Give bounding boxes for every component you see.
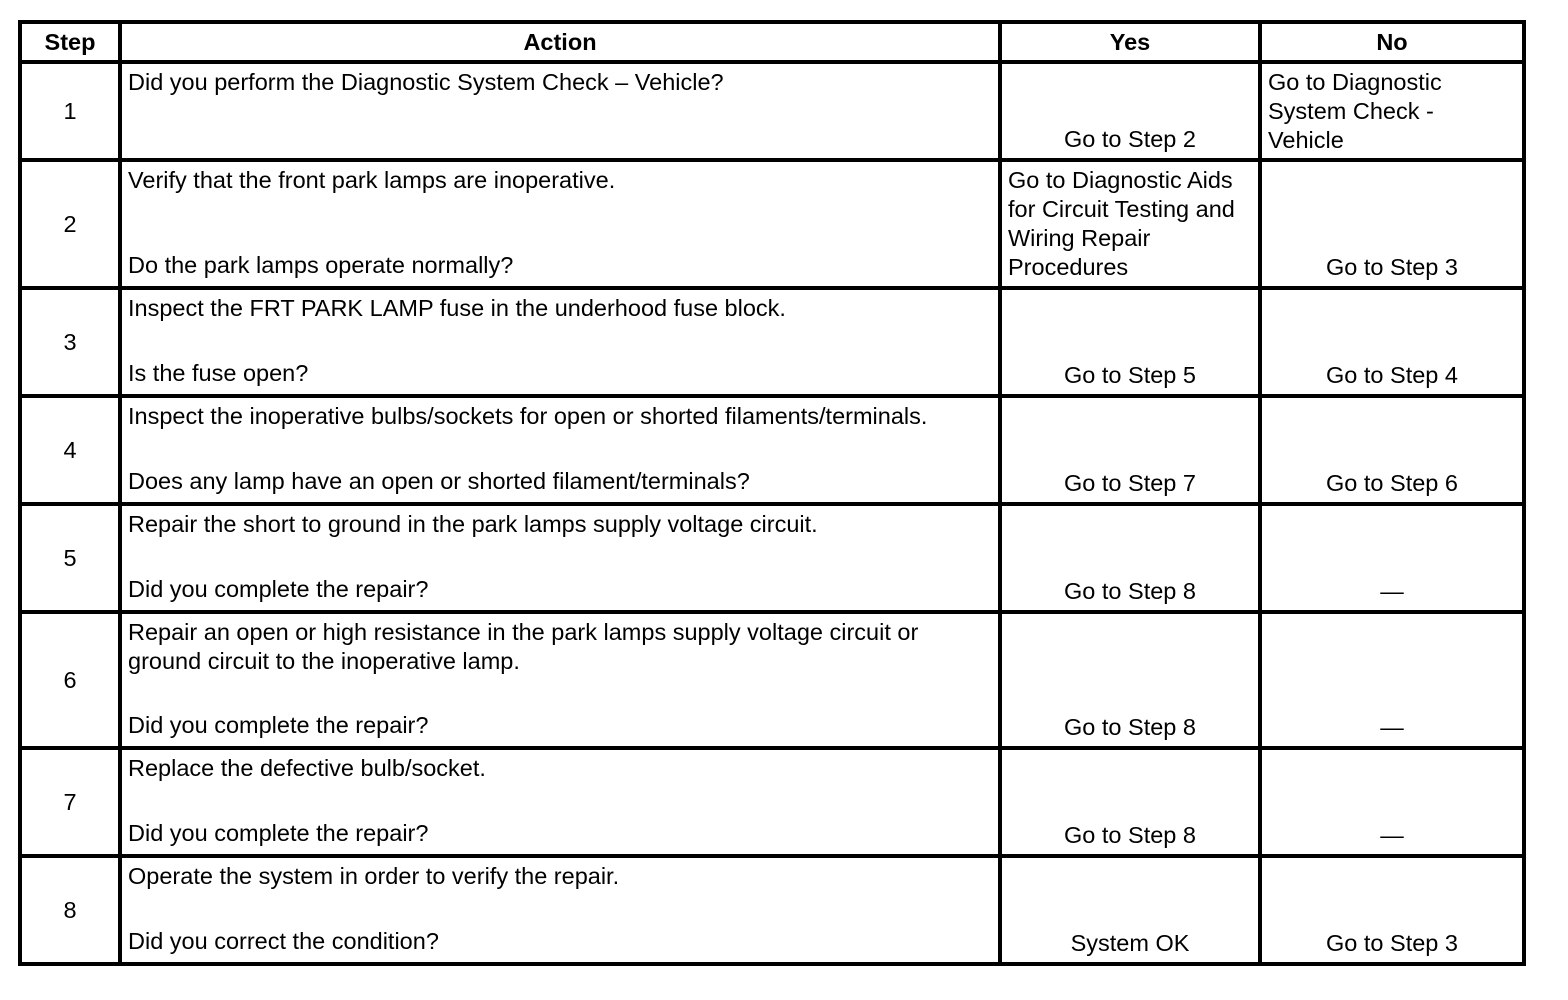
action-instruction: Replace the defective bulb/socket. — [128, 755, 486, 781]
step-number: 3 — [20, 288, 120, 396]
table-row — [20, 62, 1524, 160]
yes-result: System OK — [1000, 856, 1260, 964]
table-row — [20, 748, 1524, 856]
action-instruction: Verify that the front park lamps are inoperative. — [128, 167, 616, 193]
table-row — [20, 396, 1524, 504]
no-result: Go to Step 6 — [1260, 396, 1524, 504]
step-number: 4 — [20, 396, 120, 504]
action-question: Is the fuse open? — [128, 360, 309, 386]
action-cell — [120, 62, 1000, 160]
action-instruction: Operate the system in order to verify the repair. — [128, 863, 620, 889]
action-instruction: Inspect the FRT PARK LAMP fuse in the underhood fuse block. — [128, 295, 786, 321]
action-question: Did you complete the repair? — [128, 820, 429, 846]
table-row — [20, 612, 1524, 748]
header-no: No — [1260, 22, 1524, 62]
header-row — [20, 22, 1524, 62]
action-cell — [120, 396, 1000, 504]
yes-result: Go to Step 8 — [1000, 504, 1260, 612]
action-cell — [120, 504, 1000, 612]
action-instruction: Did you perform the Diagnostic System Check – Vehicle? — [128, 69, 724, 95]
action-cell — [120, 748, 1000, 856]
action-instruction: Repair an open or high resistance in the park lamps supply voltage circuit or ground circuit to the inoperative lamp. — [128, 619, 919, 674]
no-result: Go to Step 4 — [1260, 288, 1524, 396]
header-step: Step — [20, 22, 120, 62]
step-number: 5 — [20, 504, 120, 612]
step-number: 1 — [20, 62, 120, 160]
yes-result: Go to Step 2 — [1000, 62, 1260, 160]
action-question: Does any lamp have an open or shorted filament/terminals? — [128, 468, 750, 494]
diagnostic-table — [18, 20, 1526, 966]
yes-result: Go to Step 8 — [1000, 612, 1260, 748]
step-number: 6 — [20, 612, 120, 748]
header-action: Action — [120, 22, 1000, 62]
action-cell — [120, 612, 1000, 748]
action-cell — [120, 288, 1000, 396]
no-result: — — [1260, 612, 1524, 748]
action-question: Did you complete the repair? — [128, 576, 429, 602]
yes-result: Go to Step 8 — [1000, 748, 1260, 856]
action-cell — [120, 856, 1000, 964]
action-question: Did you complete the repair? — [128, 712, 429, 738]
table-row — [20, 856, 1524, 964]
table-row — [20, 160, 1524, 288]
table-row — [20, 504, 1524, 612]
action-question: Did you correct the condition? — [128, 928, 439, 954]
step-number: 2 — [20, 160, 120, 288]
action-question: Do the park lamps operate normally? — [128, 252, 514, 278]
no-result: Go to Step 3 — [1260, 856, 1524, 964]
action-cell — [120, 160, 1000, 288]
action-instruction: Repair the short to ground in the park lamps supply voltage circuit. — [128, 511, 818, 537]
no-result: Go to Step 3 — [1260, 160, 1524, 288]
step-number: 8 — [20, 856, 120, 964]
yes-result: Go to Diagnostic Aids for Circuit Testing and Wiring Repair Procedures — [1000, 160, 1260, 288]
step-number: 7 — [20, 748, 120, 856]
yes-result: Go to Step 7 — [1000, 396, 1260, 504]
table-row — [20, 288, 1524, 396]
no-result: — — [1260, 748, 1524, 856]
no-result: Go to Diagnostic System Check - Vehicle — [1260, 62, 1524, 160]
action-instruction: Inspect the inoperative bulbs/sockets for open or shorted filaments/terminals. — [128, 403, 928, 429]
yes-result: Go to Step 5 — [1000, 288, 1260, 396]
no-result: — — [1260, 504, 1524, 612]
header-yes: Yes — [1000, 22, 1260, 62]
